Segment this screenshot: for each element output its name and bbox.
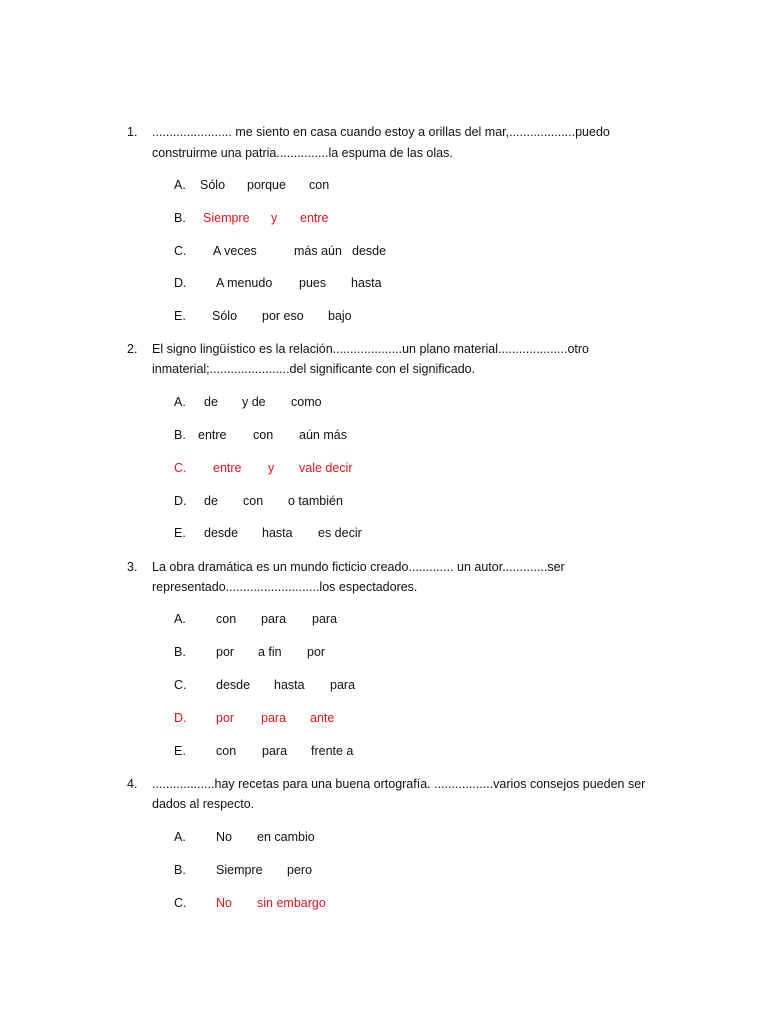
option-letter: A. [174,612,186,626]
option-letter: B. [174,645,186,659]
option-word: para [261,711,287,725]
option-letter: A. [174,395,186,409]
option-word: con [253,428,274,442]
option-word: entre [300,211,329,225]
question-text-line: ..................hay recetas para una buena ortografía. .................varios consejos pueden ser [152,777,646,791]
question-number: 2. [127,342,138,356]
option-word: más aún [294,244,342,258]
option-word: ante [310,711,335,725]
option-word: desde [216,678,251,692]
option-word: para [261,612,287,626]
option-word: hasta [262,526,293,540]
option-word: A menudo [216,276,273,290]
option-word: por [216,711,235,725]
option-letter: C. [174,678,187,692]
option-word: hasta [274,678,305,692]
option-word: Sólo [200,178,226,192]
option-letter: B. [174,428,186,442]
option-letter: E. [174,526,186,540]
option-word: desde [204,526,239,540]
question-text-line: representado...........................los espectadores. [152,580,418,594]
option-word: pero [287,863,313,877]
question-text-line: inmaterial;.......................del significante con el significado. [152,362,476,376]
option-word: vale decir [299,461,353,475]
option-letter: D. [174,711,187,725]
option-word: por eso [262,309,304,323]
option-word: frente a [311,744,354,758]
option-letter: E. [174,309,186,323]
option-letter: D. [174,494,187,508]
option-word: de [204,395,218,409]
option-word: entre [198,428,227,442]
option-word: y de [242,395,266,409]
option-word: y [271,211,278,225]
option-word: con [243,494,264,508]
option-word: Siempre [203,211,250,225]
option-word: con [216,744,237,758]
question-number: 1. [127,125,138,139]
option-word: pues [299,276,327,290]
option-word: hasta [351,276,382,290]
option-letter: B. [174,211,186,225]
option-letter: B. [174,863,186,877]
question-text-line: construirme una patria...............la espuma de las olas. [152,146,453,160]
option-word: o también [288,494,343,508]
option-word: y [268,461,275,475]
option-word: es decir [318,526,362,540]
option-word: desde [352,244,387,258]
option-word: Siempre [216,863,263,877]
option-word: No [216,830,232,844]
option-word: para [330,678,356,692]
option-letter: C. [174,461,187,475]
option-word: sin embargo [257,896,326,910]
option-letter: C. [174,244,187,258]
question-number: 3. [127,560,138,574]
option-word: en cambio [257,830,315,844]
option-letter: E. [174,744,186,758]
question-text-line: El signo lingüístico es la relación....................un plano material....................otro [152,342,589,356]
option-letter: C. [174,896,187,910]
option-letter: A. [174,178,186,192]
option-word: bajo [328,309,352,323]
option-word: entre [213,461,242,475]
option-word: por [307,645,326,659]
question-text-line: La obra dramática es un mundo ficticio creado............. un autor.............ser [152,560,565,574]
option-letter: A. [174,830,186,844]
option-word: como [291,395,322,409]
option-word: para [262,744,288,758]
option-letter: D. [174,276,187,290]
option-word: por [216,645,235,659]
question-text-line: ....................... me siento en casa cuando estoy a orillas del mar,...................puedo [152,125,610,139]
option-word: con [216,612,237,626]
option-word: a fin [258,645,282,659]
option-word: porque [247,178,286,192]
option-word: A veces [213,244,257,258]
option-word: No [216,896,232,910]
option-word: para [312,612,338,626]
option-word: de [204,494,218,508]
option-word: con [309,178,330,192]
question-text-line: dados al respecto. [152,797,255,811]
option-word: Sólo [212,309,238,323]
option-word: aún más [299,428,347,442]
question-number: 4. [127,777,138,791]
